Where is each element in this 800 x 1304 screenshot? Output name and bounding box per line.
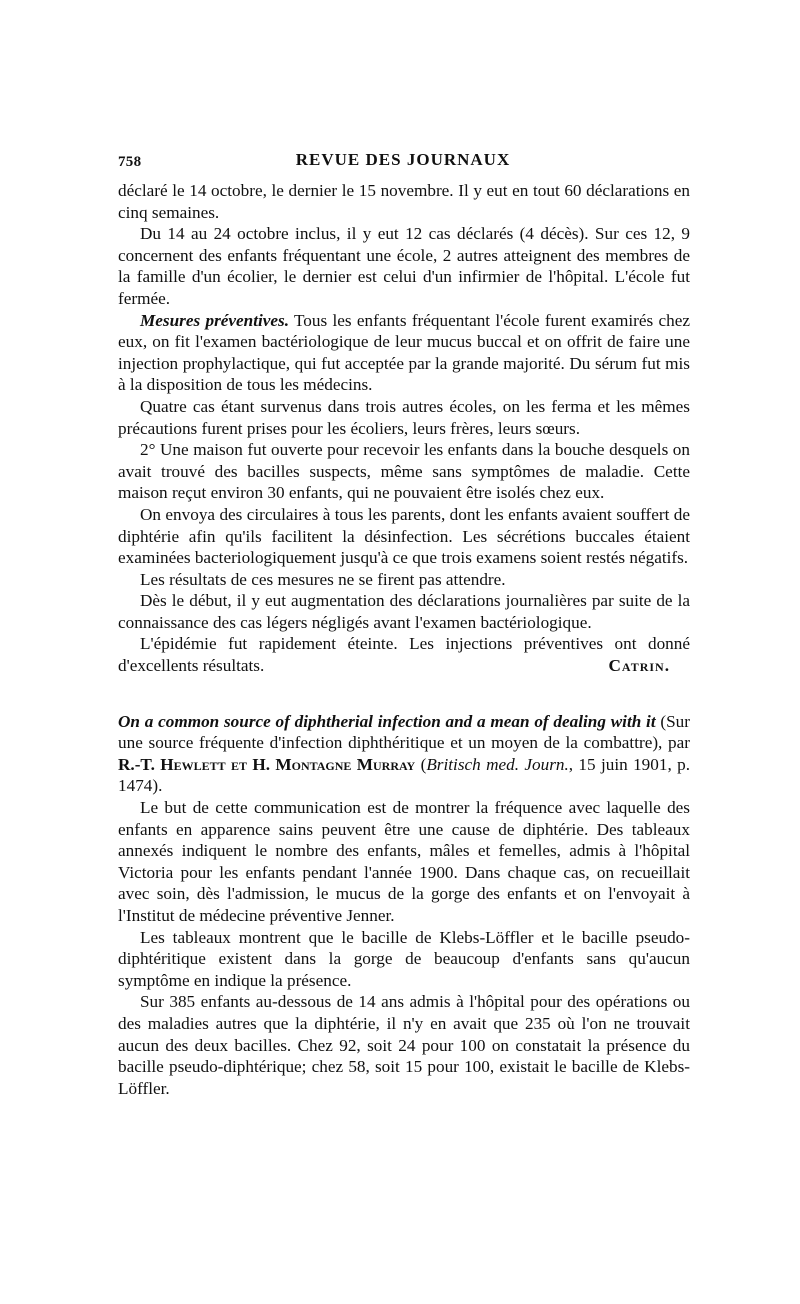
article-title: On a common source of diphtherial infection and a mean of dealing with it	[118, 711, 656, 731]
paragraph: On envoya des circulaires à tous les parents, dont les enfants avaient souffert de diphtérie afin qu'ils facilitent la désinfection. Les sécrétions buccales étaient examinées bacteriologiquement jusqu'à ce que trois examens soient restés négatifs.	[118, 504, 690, 568]
paragraph: déclaré le 14 octobre, le dernier le 15 novembre. Il y eut en tout 60 déclarations en cinq semaines.	[118, 181, 690, 222]
article-authors: R.-T. Hewlett et H. Montagne Murray	[118, 754, 416, 774]
article-reference	[118, 711, 690, 797]
body-text	[118, 180, 690, 1099]
journal-open: (	[415, 754, 427, 774]
paragraph: 2° Une maison fut ouverte pour recevoir les enfants dans la bouche desquels on avait trouvé des bacilles suspects, même sans symptômes de maladie. Cette maison reçut environ 30 enfants, qui ne pouvaient être isolés chez eux.	[118, 440, 690, 503]
paragraph: Le but de cette communication est de montrer la fréquence avec laquelle des enfants en apparence sains peuvent être une cause de diphtérie. Des tableaux annexés indiquent le nombre des enfants, mâles et femelles, admis à l'hôpital Victoria pour les enfants pendant l'année 1900. Dans chaque cas, on recueillait avec soin, dès l'admission, le mucus de la gorge des enfants et on l'envoyait à l'Institut de médecine préventive Jenner.	[118, 798, 690, 925]
page-header	[118, 150, 688, 176]
paragraph: Du 14 au 24 octobre inclus, il y eut 12 cas déclarés (4 décès). Sur ces 12, 9 concernent des enfants fréquentant une école, 2 autres atteignent des membres de la famille d'un écolier, le dernier est celui d'un infirmier de l'hôpital. L'école fut fermée.	[118, 224, 690, 308]
running-title: REVUE DES JOURNAUX	[295, 150, 511, 169]
paragraph: Sur 385 enfants au-dessous de 14 ans admis à l'hôpital pour des opérations ou des maladies autres que la diphtérie, il n'y en avait que 235 où l'on ne trouvait aucun des deux bacilles. Chez 92, soit 24 pour 100 on constatait la présence du bacille pseudo-diphtérique; chez 58, soit 15 pour 100, existait le bacille de Klebs-Löffler.	[118, 992, 690, 1098]
author-signature: Catrin.	[608, 656, 670, 676]
paragraph: Quatre cas étant survenus dans trois autres écoles, on les ferma et les mêmes précautions furent prises pour les écoliers, leurs frères, leurs sœurs.	[118, 396, 690, 438]
paragraph: Les résultats de ces mesures ne se firent pas attendre.	[140, 569, 506, 589]
paragraph-text: Tous les enfants fréquentant l'école furent examirés chez eux, on fit l'examen bactériologique de leur mucus buccal et on offrit de faire une injection prophylactique, qui fut acceptée par la grande majorité. Du sérum fut mis à la disposition de tous les médecins.	[118, 310, 691, 395]
page-number: 758	[118, 154, 142, 170]
paragraph: Dès le début, il y eut augmentation des déclarations journalières par suite de la connaissance des cas légers négligés avant l'examen bactériologique.	[118, 591, 690, 632]
journal-name: Britisch med. Journ.	[426, 754, 569, 774]
paragraph	[118, 633, 690, 676]
paragraph	[118, 310, 690, 396]
article-description: (Sur une source fréquente d'infection diphthéritique et un moyen de la combattre), par	[118, 711, 690, 753]
paragraph: Les tableaux montrent que le bacille de Klebs-Löffler et le bacille pseudo-diphtéritique existent dans la gorge de beaucoup d'enfants sans qu'aucun symptôme en indique la présence.	[118, 927, 690, 990]
section-gap	[118, 677, 690, 711]
citation: , 15 juin 1901, p. 1474).	[118, 754, 690, 796]
paragraph-text: L'épidémie fut rapidement éteinte. Les injections préventives ont donné d'excellents résultats.	[118, 634, 690, 676]
section-heading-mesures: Mesures préventives.	[140, 310, 289, 330]
